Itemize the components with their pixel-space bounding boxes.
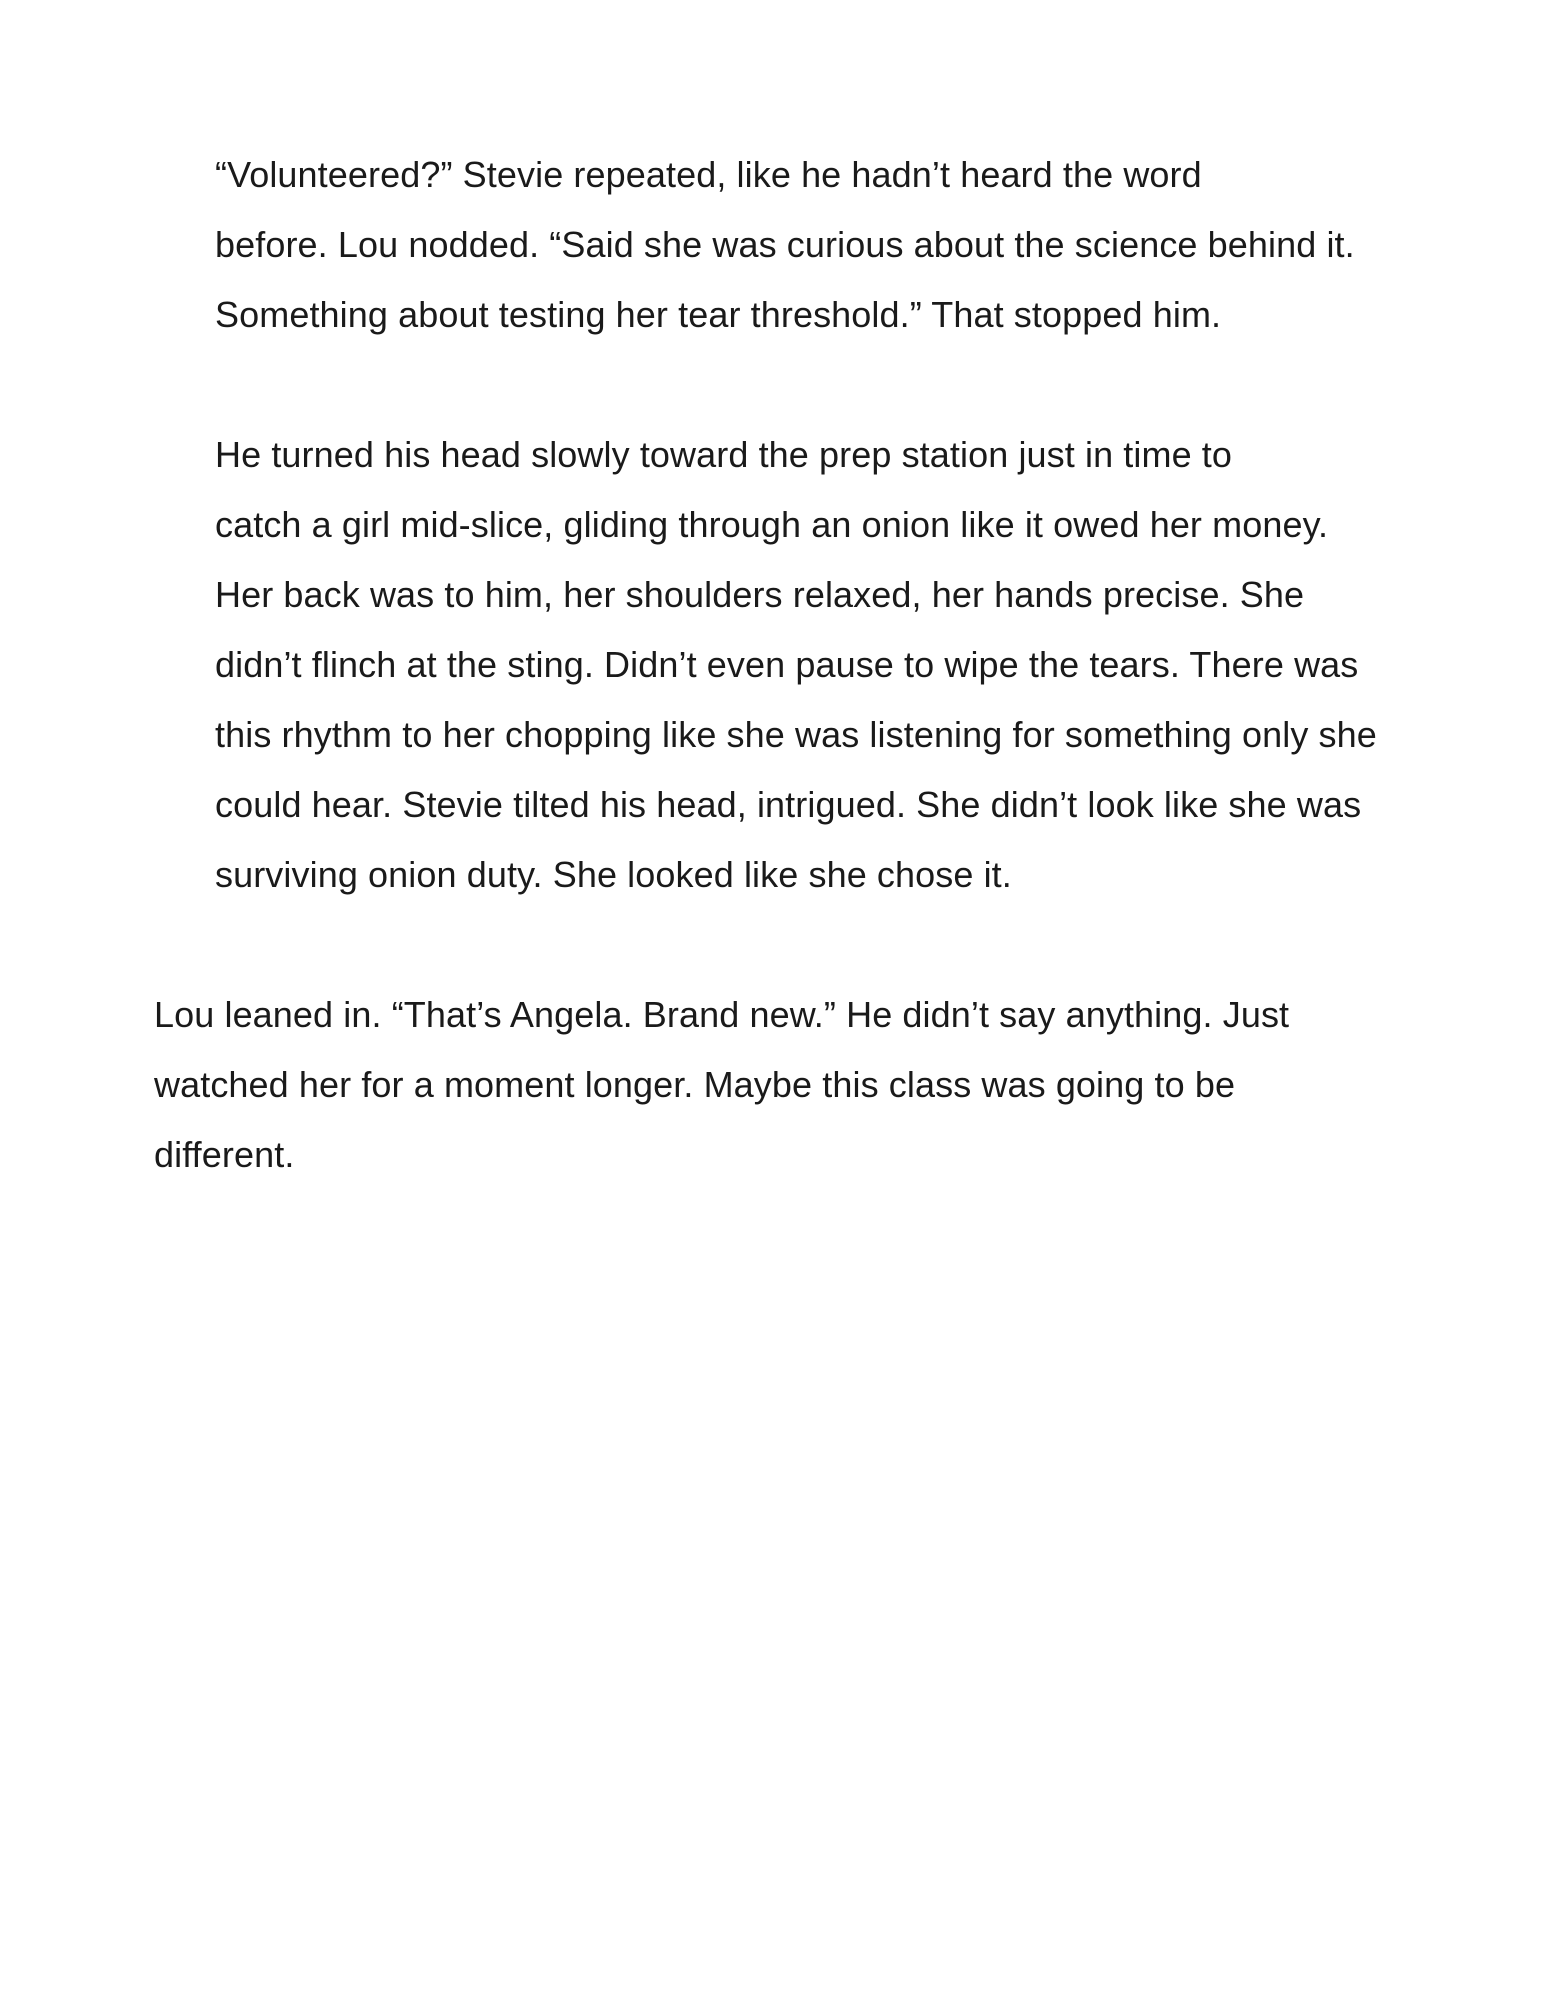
text-line: before. Lou nodded. “Said she was curious about the science behind it. [215, 224, 1355, 265]
paragraph-3 [154, 980, 1404, 1190]
text-line: Something about testing her tear threshold.” That stopped him. [215, 294, 1222, 335]
paragraph-2 [154, 420, 1404, 910]
text-line: Her back was to him, her shoulders relaxed, her hands precise. She [215, 574, 1305, 615]
text-line: didn’t flinch at the sting. Didn’t even pause to wipe the tears. There was [215, 644, 1359, 685]
text-line: this rhythm to her chopping like she was listening for something only she [215, 714, 1377, 755]
text-line: Lou leaned in. “That’s Angela. Brand new.” He didn’t say anything. Just [154, 994, 1290, 1035]
text-line: different. [154, 1134, 295, 1175]
text-line: He turned his head slowly toward the prep station just in time to [215, 434, 1233, 475]
text-line: watched her for a moment longer. Maybe this class was going to be [154, 1064, 1236, 1105]
text-line: could hear. Stevie tilted his head, intrigued. She didn’t look like she was [215, 784, 1362, 825]
text-line: catch a girl mid-slice, gliding through an onion like it owed her money. [215, 504, 1329, 545]
paragraph-1 [154, 140, 1404, 350]
text-line: “Volunteered?” Stevie repeated, like he hadn’t heard the word [215, 154, 1202, 195]
text-line: surviving onion duty. She looked like she chose it. [215, 854, 1012, 895]
body-text [154, 140, 1404, 1260]
